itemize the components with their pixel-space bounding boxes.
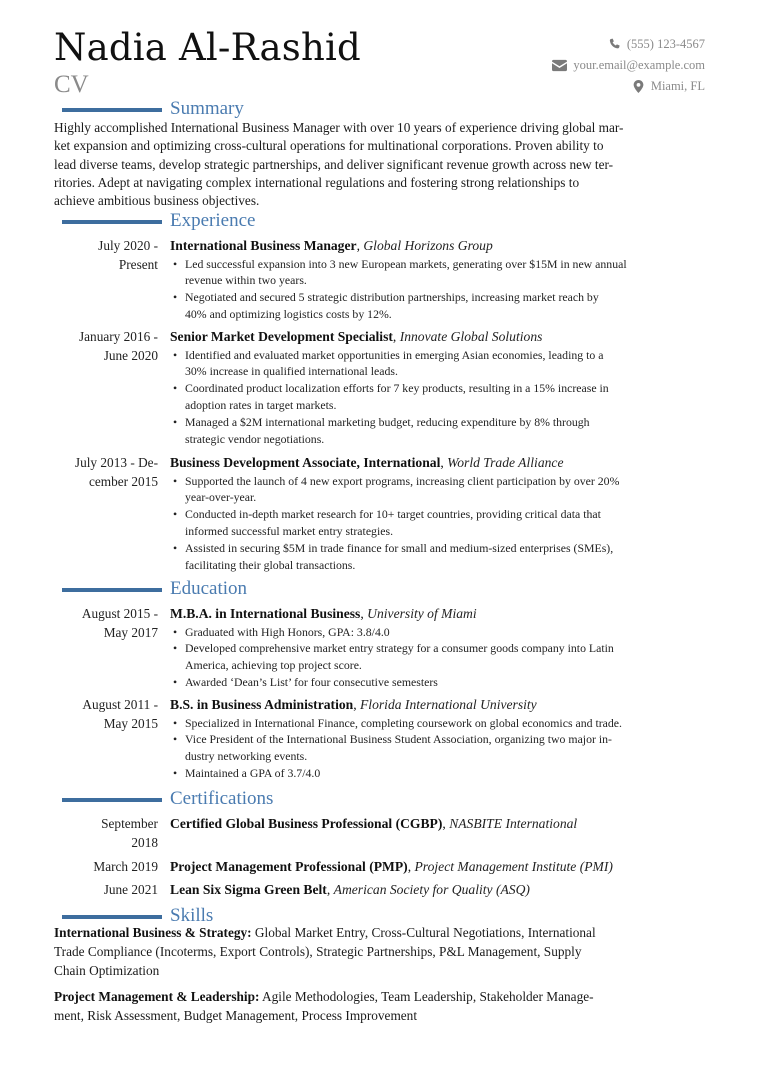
entry-title: Senior Market Development Specialist <box>170 329 393 344</box>
document-subtitle: CV <box>54 71 89 98</box>
section-title: Skills <box>170 905 214 926</box>
entry-date <box>54 815 158 852</box>
bullet-item: • Vice President of the International Business Student Association, organizing two major in- dustry networking events. <box>170 731 710 765</box>
location-icon <box>632 80 645 93</box>
date-line: cember 2015 <box>88 473 158 489</box>
location-text: Miami, FL <box>650 79 705 93</box>
contact-block <box>552 34 705 97</box>
bullet-item: • Maintained a GPA of 3.7/4.0 <box>170 765 710 782</box>
bullet-item: • Assisted in securing $5M in trade finance for small and medium-sized enterprises (SMEs), facilitating their global transactions. <box>170 540 710 574</box>
skill-label: Project Management & Leadership: <box>54 989 260 1004</box>
heading-accent-bar <box>62 220 162 224</box>
entry-date <box>54 605 158 642</box>
summary-line: ket expansion and optimizing cross-cultural operations for multinational corporations. Proven ability to <box>54 138 604 154</box>
date-line: June 2020 <box>103 347 158 363</box>
skill-line <box>54 924 710 943</box>
date-line: July 2013 - De- <box>74 455 158 470</box>
bullet-item: • Identified and evaluated market opportunities in emerging Asian economies, leading to a 30% increase in qualified international leads. <box>170 347 710 381</box>
bullet-item: • Led successful expansion into 3 new European markets, generating over $15M in new annual revenue within two years. <box>170 256 710 290</box>
summary-line: achieve ambitious business objectives. <box>54 193 260 209</box>
date-line: July 2020 - <box>98 238 158 253</box>
entry-heading: Lean Six Sigma Green Belt, American Society for Quality (ASQ) <box>170 882 530 897</box>
skill-line: Trade Compliance (Incoterms, Export Controls), Strategic Partnerships, P&L Management, Supply <box>54 943 582 959</box>
entry-body <box>170 605 710 691</box>
entry-heading: M.B.A. in International Business, University of Miami <box>170 606 477 621</box>
heading-accent-bar <box>62 108 162 112</box>
entry-bullets <box>170 624 710 692</box>
skill-group <box>54 988 710 1026</box>
entry-title: Certified Global Business Professional (CGBP) <box>170 816 443 831</box>
entry-date <box>54 237 158 274</box>
email-icon <box>552 59 567 72</box>
entry-org: NASBITE International <box>449 816 578 831</box>
date-line: May 2017 <box>103 624 158 640</box>
summary-heading <box>62 97 722 121</box>
entry-heading: Senior Market Development Specialist, Innovate Global Solutions <box>170 329 543 344</box>
skill-text: Global Market Entry, Cross-Cultural Negotiations, International <box>251 925 596 940</box>
entry-org: Florida International University <box>360 697 537 712</box>
section-title: Experience <box>170 210 256 231</box>
entry-date <box>54 696 158 733</box>
entry-bullets <box>170 715 710 783</box>
bullet-item: • Conducted in-depth market research for 10+ target countries, providing critical data that informed successful market entry strategies. <box>170 506 710 540</box>
skill-line: ment, Risk Assessment, Budget Management, Process Improvement <box>54 1007 418 1023</box>
bullet-item: • Specialized in International Finance, completing coursework on global economics and trade. <box>170 715 710 732</box>
entry-org: American Society for Quality (ASQ) <box>333 882 530 897</box>
entry-org: World Trade Alliance <box>447 455 564 470</box>
entry-title: B.S. in Business Administration <box>170 697 354 712</box>
entry-title: Project Management Professional (PMP) <box>170 859 408 874</box>
bullet-item: • Managed a $2M international marketing budget, reducing expenditure by 8% through strategic vendor negotiations. <box>170 414 710 448</box>
email-link[interactable]: your.email@example.com <box>573 58 705 72</box>
date-line: May 2015 <box>103 715 158 731</box>
entry-title: Business Development Associate, International <box>170 455 441 470</box>
date-line: June 2021 <box>103 882 158 897</box>
section-title: Certifications <box>170 788 274 809</box>
date-line: September <box>101 816 158 831</box>
entry-heading: Business Development Associate, International, World Trade Alliance <box>170 455 564 470</box>
date-line: January 2016 - <box>78 329 158 344</box>
entry-body <box>170 328 710 448</box>
entry-date <box>54 858 158 877</box>
phone-text: (555) 123-4567 <box>626 37 705 51</box>
entry-body <box>170 454 710 574</box>
entry-body <box>170 696 710 782</box>
section-title: Education <box>170 578 248 599</box>
bullet-item: • Supported the launch of 4 new export programs, increasing client participation by over 20% year-over-year. <box>170 473 710 507</box>
entry-title: International Business Manager <box>170 238 357 253</box>
entry-bullets <box>170 347 710 448</box>
heading-accent-bar <box>62 798 162 802</box>
bullet-item: • Negotiated and secured 5 strategic distribution partnerships, increasing market reach by 40% and optimizing logistics costs by 12%. <box>170 289 710 323</box>
summary-line: Highly accomplished International Business Manager with over 10 years of experience driving global mar- <box>54 120 624 135</box>
date-line: 2018 <box>131 834 158 850</box>
summary-line: ritories. Adept at navigating complex international regulations and fostering strong relationships to <box>54 174 580 190</box>
bullet-item: • Developed comprehensive market entry strategy for a consumer goods company into Latin America, achieving top project score. <box>170 640 710 674</box>
entry-heading: Project Management Professional (PMP), Project Management Institute (PMI) <box>170 859 613 874</box>
skill-line: Chain Optimization <box>54 962 160 978</box>
date-line: August 2015 - <box>81 606 158 621</box>
entry-body <box>170 237 710 323</box>
education-heading <box>62 577 722 601</box>
entry-heading: Certified Global Business Professional (CGBP), NASBITE International <box>170 816 578 831</box>
entry-title: Lean Six Sigma Green Belt <box>170 882 327 897</box>
heading-accent-bar <box>62 915 162 919</box>
date-line: Present <box>118 256 158 272</box>
entry-org: University of Miami <box>367 606 477 621</box>
bullet-item: • Coordinated product localization efforts for 7 key products, resulting in a 15% increase in adoption rates in target markets. <box>170 380 710 414</box>
experience-heading <box>62 209 722 233</box>
date-line: March 2019 <box>93 859 158 874</box>
location-row <box>552 76 705 97</box>
heading-accent-bar <box>62 588 162 592</box>
bullet-item: • Graduated with High Honors, GPA: 3.8/4.0 <box>170 624 710 641</box>
certifications-heading <box>62 787 722 811</box>
entry-org: Global Horizons Group <box>363 238 493 253</box>
entry-org: Innovate Global Solutions <box>399 329 543 344</box>
summary-line: lead diverse teams, develop strategic partnerships, and deliver significant revenue growth across new ter- <box>54 156 614 172</box>
skill-text: Agile Methodologies, Team Leadership, Stakeholder Manage- <box>259 989 594 1004</box>
email-row <box>552 55 705 76</box>
entry-org: Project Management Institute (PMI) <box>414 859 613 874</box>
entry-bullets <box>170 256 710 324</box>
entry-title: M.B.A. in International Business <box>170 606 361 621</box>
phone-row <box>552 34 705 55</box>
skill-group <box>54 924 710 980</box>
entry-heading: B.S. in Business Administration, Florida International University <box>170 697 537 712</box>
phone-icon <box>608 38 621 51</box>
entry-date <box>54 881 158 900</box>
entry-date <box>54 328 158 365</box>
entry-heading: International Business Manager, Global Horizons Group <box>170 238 493 253</box>
candidate-name: Nadia Al-Rashid <box>54 26 361 69</box>
section-title: Summary <box>170 98 244 119</box>
bullet-item: • Awarded ‘Dean’s List’ for four consecutive semesters <box>170 674 710 691</box>
summary-text <box>54 119 710 210</box>
skill-line <box>54 988 710 1007</box>
skill-label: International Business & Strategy: <box>54 925 252 940</box>
entry-bullets <box>170 473 710 574</box>
date-line: August 2011 - <box>82 697 158 712</box>
entry-date <box>54 454 158 491</box>
